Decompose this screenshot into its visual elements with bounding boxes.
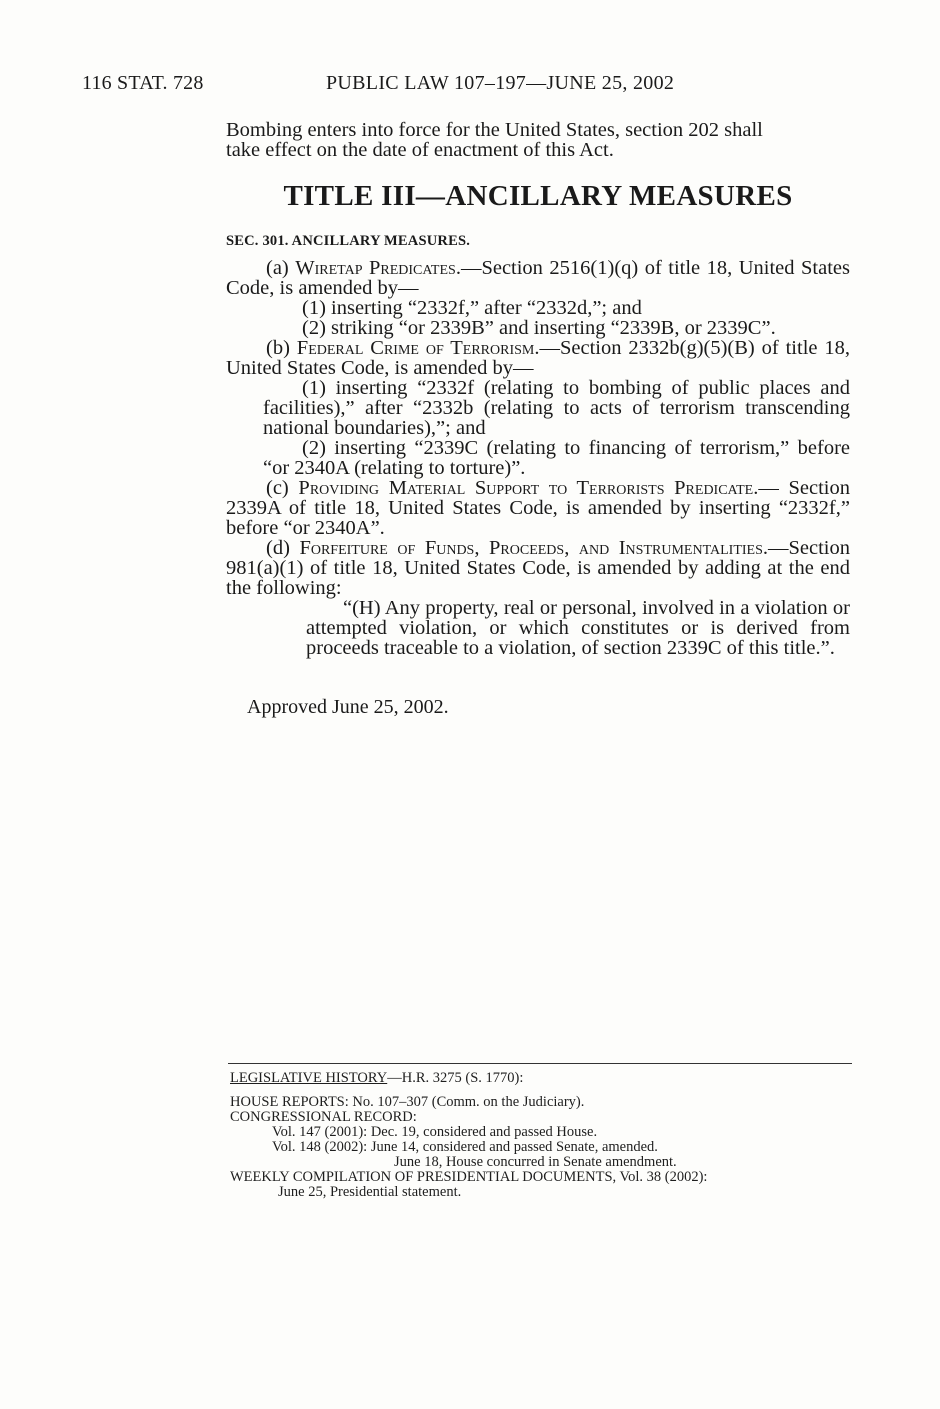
weekly-compilation: WEEKLY COMPILATION OF PRESIDENTIAL DOCUMENTS, Vol. 38 (2002): [230,1169,708,1185]
subsection-d-caption: Forfeiture of Funds, Proceeds, and Instrumentalities [299,537,763,559]
subsection-b: (b) Federal Crime of Terrorism.—Section 2332b(g)(5)(B) of title 18, United States Code, is amended by— [226,337,850,379]
house-reports: HOUSE REPORTS: No. 107–307 (Comm. on the Judiciary). [230,1094,585,1110]
weekly-compilation-cont: June 25, Presidential statement. [278,1184,462,1200]
intro-paragraph [226,120,850,160]
leg-history-heading: LEGISLATIVE HISTORY—H.R. 3275 (S. 1770): [230,1070,524,1086]
subsection-b-caption: Federal Crime of Terrorism [296,337,535,359]
subsection-b-item-1: (1) inserting “2332f (relating to bombing of public places and facilities),” after “2332b (relating to acts of terrorism transcending national boundaries),”; and [263,377,850,439]
cong-record-vol-148-cont: June 18, House concurred in Senate amendment. [394,1154,677,1170]
intro-line-1: Bombing enters into force for the United States, section 202 shall [226,119,763,141]
subsection-a-item-2: (2) striking “or 2339B” and inserting “2339B, or 2339C”. [302,317,776,339]
section-heading: SEC. 301. ANCILLARY MEASURES. [226,233,471,249]
subsection-d: (d) Forfeiture of Funds, Proceeds, and Instrumentalities.—Section 981(a)(1) of title 18, United States Code, is amended by adding at the end the following: [226,537,850,599]
subsection-c-caption: Providing Material Support to Terrorists Predicate [298,477,754,499]
subsection-a-caption: Wiretap Predicates [295,257,456,279]
legislative-history [230,1071,850,1200]
title-heading: TITLE III—ANCILLARY MEASURES [283,180,793,212]
congressional-record-heading: CONGRESSIONAL RECORD: [230,1109,417,1125]
page-stat-citation: 116 STAT. 728 [82,72,204,94]
subsection-c: (c) Providing Material Support to Terrorists Predicate.— Section 2339A of title 18, United States Code, is amended by inserting “2332f,” before “or 2340A”. [226,477,850,539]
cong-record-vol-148: Vol. 148 (2002): June 14, considered and passed Senate, amended. [272,1139,658,1155]
approval-date: Approved June 25, 2002. [247,696,449,718]
running-header: PUBLIC LAW 107–197—JUNE 25, 2002 [326,72,675,94]
cong-record-vol-147: Vol. 147 (2001): Dec. 19, considered and passed House. [272,1124,598,1140]
subsection-a-item-1: (1) inserting “2332f,” after “2332d,”; and [302,297,642,319]
subsection-d-quote: “(H) Any property, real or personal, involved in a violation or attempted violation, or which constitutes or is derived from proceeds traceable to a violation, of section 2339C of this title.”. [306,597,850,659]
subsection-a: (a) Wiretap Predicates.—Section 2516(1)(q) of title 18, United States Code, is amended by— [226,257,850,299]
section-body [226,258,850,658]
footnote-divider [228,1063,852,1064]
subsection-b-item-2: (2) inserting “2339C (relating to financing of terrorism,” before “or 2340A (relating to torture)”. [263,437,850,479]
intro-line-2: take effect on the date of enactment of this Act. [226,139,614,161]
